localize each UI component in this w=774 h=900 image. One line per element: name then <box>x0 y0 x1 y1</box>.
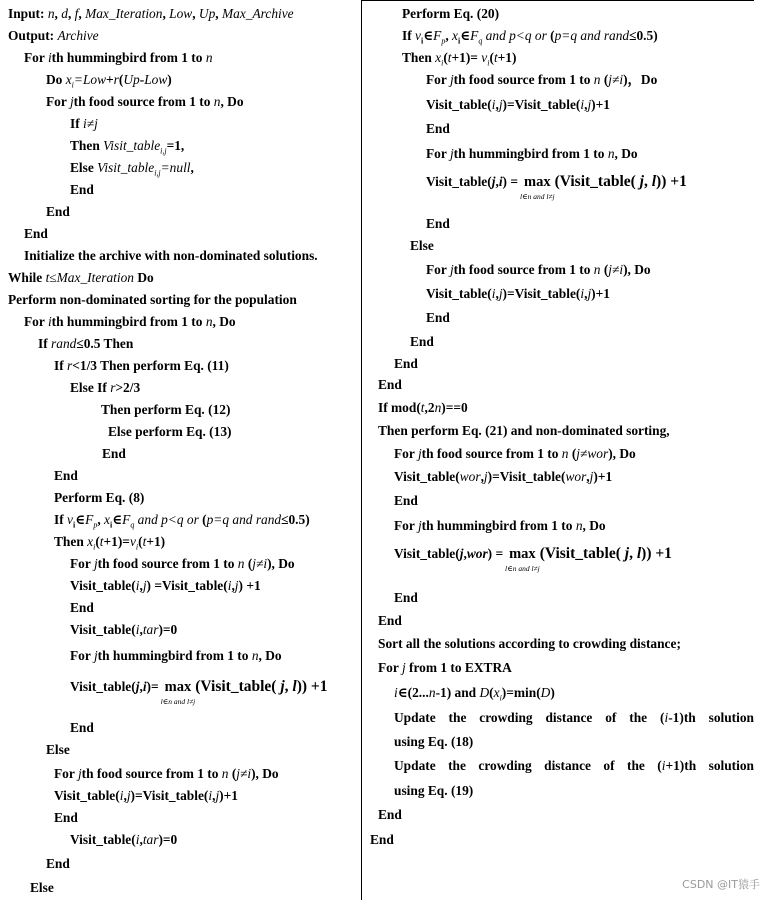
max-equation <box>394 545 672 573</box>
left-line: For ith hummingbird from 1 to n, Do <box>24 314 236 329</box>
right-line: For jth hummingbird from 1 to n, Do <box>426 146 638 161</box>
right-line: End <box>394 356 418 371</box>
left-line: End <box>54 810 78 825</box>
equation-rhs: (Visit_table( j, l)) +1 <box>554 173 687 190</box>
right-line: Then perform Eq. (21) and non-dominated sorting, <box>378 423 670 438</box>
right-line: For jth food source from 1 to n (j≠i)，Do <box>426 72 658 87</box>
watermark: CSDN @IT猿手 <box>682 878 760 891</box>
left-line: Else If r>2/3 <box>70 380 141 395</box>
max-subscript: l∈n and l≠j <box>505 564 540 573</box>
equation-lhs: Visit_table(j,i)= <box>70 679 159 694</box>
left-line: Else <box>46 742 70 757</box>
left-line: Then $x_i(t+1)=v_i(t+1)$ <box>54 534 166 552</box>
max-operator: max l∈n and l≠j <box>165 678 192 696</box>
left-line: If i≠j <box>70 116 98 131</box>
right-line: Update the crowding distance of the (i+1)th solution <box>394 758 755 773</box>
left-line: Perform non-dominated sorting for the population <box>8 292 297 307</box>
right-line: Visit_table(i,j)=Visit_table(i,j)+1 <box>426 286 610 301</box>
right-line: For jth food source from 1 to n (j≠i), Do <box>426 262 651 277</box>
left-line: End <box>46 856 70 871</box>
right-line: End <box>394 590 418 605</box>
left-column <box>0 0 362 900</box>
equation-lhs: Visit_table(j,i) = <box>426 174 518 189</box>
right-line: End <box>378 377 402 392</box>
right-line: If mod(t,2n)==0 <box>378 400 468 415</box>
equation-rhs: (Visit_table( j, l)) +1 <box>539 545 672 562</box>
right-line: For j from 1 to EXTRA <box>378 660 512 675</box>
equation-lhs: Visit_table(j,wor) = <box>394 546 504 561</box>
left-line: Visit_table(i,j) =Visit_table(i,j) +1 <box>70 578 261 593</box>
left-line: For jth hummingbird from 1 to n, Do <box>70 648 282 663</box>
left-line: End <box>70 182 94 197</box>
left-line: While t≤Max_Iteration Do <box>8 270 154 285</box>
left-line: Visit_table(i,tar)=0 <box>70 622 178 637</box>
left-line: Then Visit_table$_{i,j}$=1, <box>70 138 185 156</box>
right-line: Update the crowding distance of the (i-1)th solution <box>394 710 755 725</box>
left-line: Else Visit_table$_{i,j}$=null, <box>70 160 194 178</box>
left-line: If r<1/3 Then perform Eq. (11) <box>54 358 229 373</box>
left-line: For ith hummingbird from 1 to n <box>24 50 213 65</box>
left-line: For jth food source from 1 to n, Do <box>46 94 244 109</box>
left-line: End <box>24 226 48 241</box>
right-line: End <box>426 310 450 325</box>
left-line: End <box>54 468 78 483</box>
left-line: Perform Eq. (8) <box>54 490 145 505</box>
left-line: Output: Archive <box>8 28 99 43</box>
left-line: Else <box>30 880 54 895</box>
right-line: using Eq. (18) <box>394 734 474 749</box>
max-subscript: l∈n and l≠j <box>160 697 196 706</box>
left-line: For jth food source from 1 to n (j≠i), Do <box>70 556 295 571</box>
left-line: Else perform Eq. (13) <box>108 424 232 439</box>
left-line: Do $x_i=Low+r(Up-Low)$ <box>46 72 172 90</box>
right-line: i∈(2...n-1) and $D(x_i)=\min(D)$ <box>394 685 555 703</box>
left-line: End <box>70 720 94 735</box>
max-operator: max l∈n and l≠j <box>509 545 536 563</box>
right-line: End <box>378 613 402 628</box>
right-line: End <box>370 832 394 847</box>
max-equation <box>426 173 687 201</box>
right-line: For jth food source from 1 to n (j≠wor), Do <box>394 446 636 461</box>
left-line: End <box>102 446 126 461</box>
right-line: Visit_table(wor,j)=Visit_table(wor,j)+1 <box>394 469 613 484</box>
right-line: If $v_i\in F_p$, $x_i\in F_q$ and p<q or (p=q and rand≤0.5) <box>402 28 658 46</box>
column-divider <box>361 0 362 900</box>
left-line: Visit_table(i,j)=Visit_table(i,j)+1 <box>54 788 238 803</box>
right-line: End <box>426 216 450 231</box>
right-line: Sort all the solutions according to crowding distance; <box>378 636 681 651</box>
right-line: End <box>410 334 434 349</box>
left-line: Then perform Eq. (12) <box>101 402 231 417</box>
max-operator: max l∈n and l≠j <box>524 173 551 191</box>
left-line: Initialize the archive with non-dominated solutions. <box>24 248 318 263</box>
left-line: Visit_table(i,tar)=0 <box>70 832 178 847</box>
equation-rhs: (Visit_table( j, l)) +1 <box>195 678 328 695</box>
right-line: End <box>394 493 418 508</box>
right-column <box>364 0 774 900</box>
right-line: Else <box>410 238 434 253</box>
right-line: Perform Eq. (20) <box>402 6 500 21</box>
right-line: Then $x_i(t+1)= v_i(t+1)$ <box>402 50 517 68</box>
right-line: End <box>426 121 450 136</box>
max-equation <box>70 678 328 706</box>
right-line: End <box>378 807 402 822</box>
right-line: using Eq. (19) <box>394 783 474 798</box>
right-line: Visit_table(i,j)=Visit_table(i,j)+1 <box>426 97 610 112</box>
left-line: End <box>46 204 70 219</box>
right-line: For jth hummingbird from 1 to n, Do <box>394 518 606 533</box>
max-subscript: l∈n and l≠j <box>519 192 555 201</box>
left-line: Input: n, d, f, Max_Iteration, Low, Up, Max_Archive <box>8 6 294 21</box>
left-line: If rand≤0.5 Then <box>38 336 134 351</box>
left-line: End <box>70 600 94 615</box>
left-line: For jth food source from 1 to n (j≠i), Do <box>54 766 279 781</box>
left-line: If $v_i\in F_p$, $x_i\in F_q$ and p<q or (p=q and rand≤0.5) <box>54 512 310 530</box>
